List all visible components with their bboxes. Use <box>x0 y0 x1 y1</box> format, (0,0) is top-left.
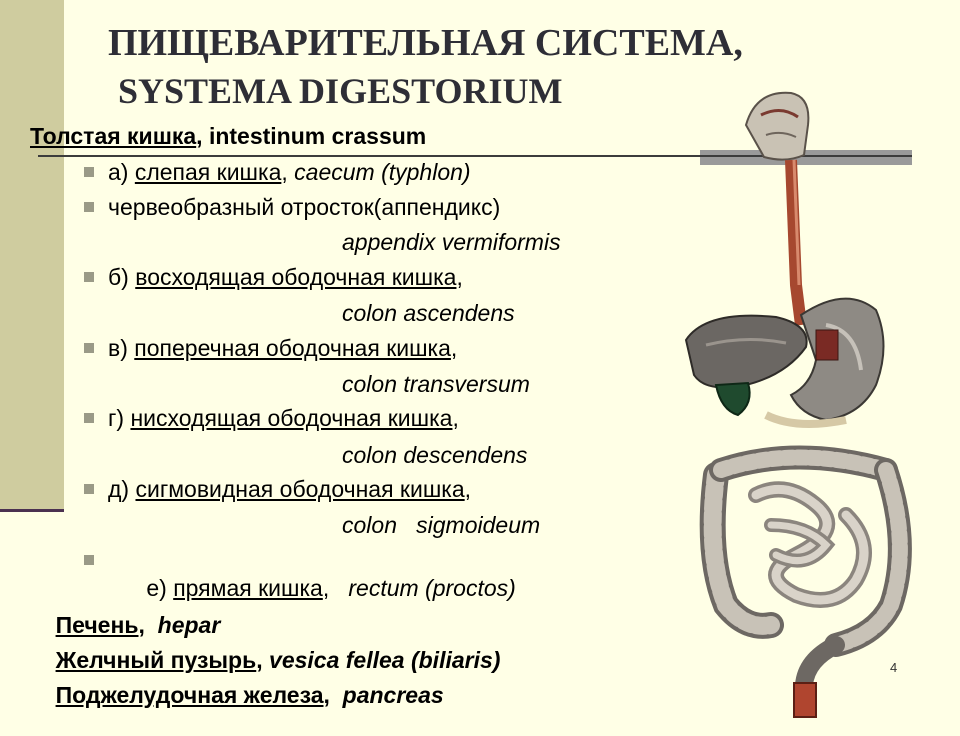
pancreas-ru: Поджелудочная железа <box>55 682 324 708</box>
bullet-icon <box>84 413 94 423</box>
list-item-appendix-la: appendix vermiformis <box>342 229 561 255</box>
bullet-icon <box>84 202 94 212</box>
item-la: rectum (proctos) <box>348 575 516 601</box>
digestive-system-illustration <box>676 85 926 720</box>
item-ru: сигмовидная ободочная кишка <box>135 476 465 502</box>
item-prefix: д) <box>108 476 136 502</box>
item-prefix: е) <box>146 575 174 601</box>
liver-sep: , <box>138 612 158 638</box>
list-item-colon-ascendens <box>108 263 463 291</box>
gallbladder-icon <box>716 383 750 415</box>
list-item-colon-descendens <box>108 404 459 432</box>
item-prefix: в) <box>108 335 135 361</box>
item-ru: слепая кишка <box>134 159 282 185</box>
list-item-colon-descendens-la: colon descendens <box>342 442 528 468</box>
list-item-colon-ascendens-la: colon ascendens <box>342 300 515 326</box>
bullet-icon <box>84 484 94 494</box>
item-sep: , <box>281 159 295 185</box>
heading-sep: , <box>196 123 209 149</box>
item-sep: , <box>456 264 463 290</box>
title-line-2: SYSTEMA DIGESTORIUM <box>118 71 563 111</box>
heading-ru: Толстая кишка <box>30 123 197 149</box>
item-ru: поперечная ободочная кишка <box>134 335 451 361</box>
item-la: caecum (typhlon) <box>294 159 471 185</box>
bullet-icon <box>84 343 94 353</box>
title-line-1: ПИЩЕВАРИТЕЛЬНАЯ СИСТЕМА, <box>108 22 743 64</box>
item-prefix: б) <box>108 264 136 290</box>
item-ru: восходящая ободочная кишка <box>135 264 457 290</box>
list-item-colon-transversum <box>108 334 457 362</box>
item-sep: , <box>464 476 472 502</box>
item-prefix: г) <box>108 405 131 431</box>
liver-la: hepar <box>157 612 221 638</box>
list-item-caecum <box>108 158 471 186</box>
item-sep: , <box>452 405 459 431</box>
heading-la: intestinum crassum <box>208 123 427 149</box>
intestines-icon <box>713 458 900 686</box>
liver-icon <box>686 316 807 388</box>
stomach-icon <box>791 299 884 420</box>
item-prefix: а) <box>108 159 135 185</box>
side-band-divider <box>0 509 64 512</box>
liver-ru: Печень <box>55 612 139 638</box>
gallbladder-sep: , <box>256 647 270 673</box>
section-heading <box>30 123 426 150</box>
head-icon <box>746 93 808 160</box>
gallbladder-la: vesica fellea (biliaris) <box>269 647 501 673</box>
item-sep: , <box>450 335 458 361</box>
pancreas-line <box>30 655 444 736</box>
list-item-colon-sigmoideum <box>108 475 471 503</box>
gallbladder-ru: Желчный пузырь <box>55 647 257 673</box>
list-item-appendix: червеобразный отросток(аппендикс) <box>108 194 501 220</box>
list-item-colon-sigmoideum-la: colon sigmoideum <box>342 512 541 538</box>
bullet-icon <box>84 167 94 177</box>
bullet-icon <box>84 272 94 282</box>
rectum-icon <box>794 683 816 717</box>
bullet-icon <box>84 555 94 565</box>
item-ru: прямая кишка <box>173 575 323 601</box>
pancreas-la: pancreas <box>342 682 444 708</box>
list-item-colon-transversum-la: colon transversum <box>342 371 530 397</box>
item-ru: нисходящая ободочная кишка <box>130 405 453 431</box>
side-band <box>0 0 64 512</box>
page-number: 4 <box>890 660 898 675</box>
pancreas-sep: , <box>323 682 343 708</box>
item-sep: , <box>322 575 349 601</box>
